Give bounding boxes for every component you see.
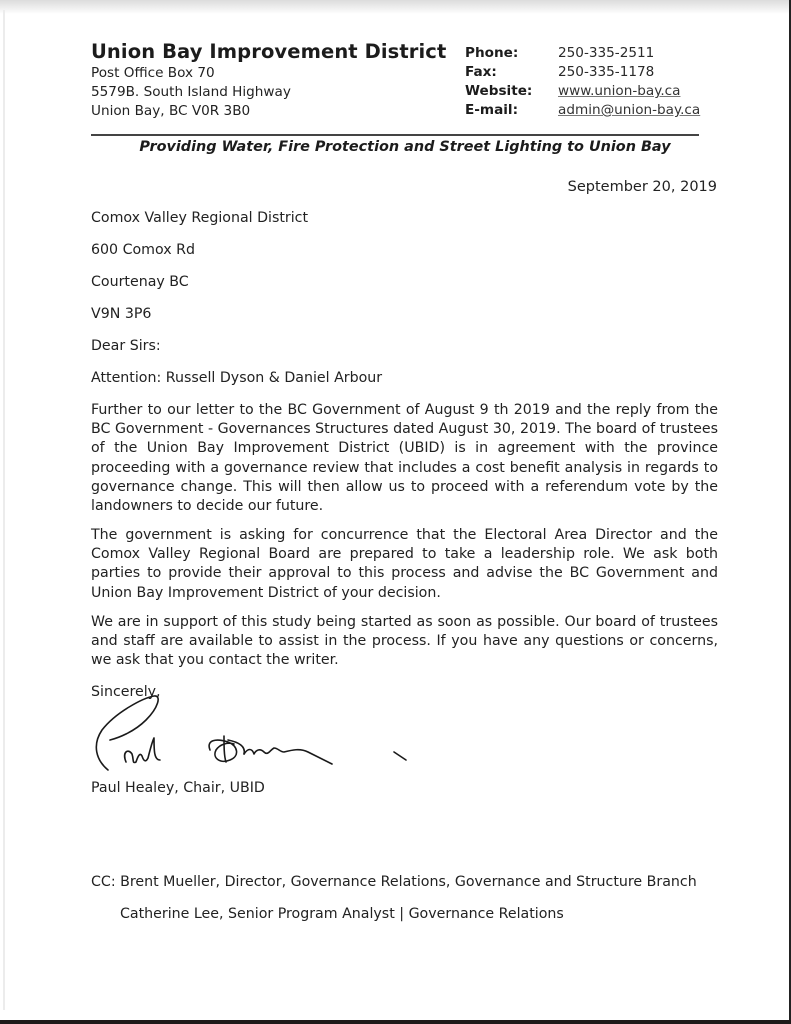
cc-recipient-1: CC: Brent Mueller, Director, Governance Relations, Governance and Structure Branch <box>91 874 697 890</box>
contact-email <box>465 101 700 120</box>
recipient-street: 600 Comox Rd <box>91 242 196 258</box>
contact-label: Website: <box>465 83 533 99</box>
page-top-shadow <box>0 0 791 14</box>
recipient-city: Courtenay BC <box>91 274 189 290</box>
letterhead-tagline: Providing Water, Fire Protection and Street Lighting to Union Bay <box>139 139 671 155</box>
contact-label: E-mail: <box>465 102 519 118</box>
contact-label: Phone: <box>465 45 519 61</box>
letterhead-org-block <box>91 40 446 121</box>
body-paragraph-2: The government is asking for concurrence that the Electoral Area Director and the Comox Valley Regional Board are prepared to take a leadership role. We ask both parties to provide their approval to this process and advise the BC Government and Union Bay Improvement District of your decision. <box>91 527 718 601</box>
recipient-postal-code: V9N 3P6 <box>91 306 152 322</box>
attention-line: Attention: Russell Dyson & Daniel Arbour <box>91 370 383 386</box>
contact-website <box>465 82 700 101</box>
body-paragraph-3: We are in support of this study being started as soon as possible. Our board of trustees and staff are available to assist in the process. If you have any questions or concerns, we ask that you contact the writer. <box>91 614 718 669</box>
signer-name: Paul Healey, Chair, UBID <box>91 780 265 796</box>
address-po-box: Post Office Box 70 <box>91 65 215 81</box>
body-paragraph-1: Further to our letter to the BC Government of August 9 th 2019 and the reply from the BC Government - Governances Structures dated August 30, 2019. The board of trustees of the Union Bay Improvement District (UBID) is in agreement with the province proceeding with a governance review that includes a cost benefit analysis in regards to governance change. This will then allow us to proceed with a referendum vote by the landowners to decide our future. <box>91 402 718 515</box>
letterhead-contacts <box>465 44 700 120</box>
contact-fax <box>465 63 700 82</box>
page-left-edge <box>3 10 5 1010</box>
website-link[interactable]: www.union-bay.ca <box>558 83 681 99</box>
cc-recipient-2: Catherine Lee, Senior Program Analyst | Governance Relations <box>120 906 564 922</box>
handwritten-signature-icon <box>88 690 428 780</box>
contact-label: Fax: <box>465 64 497 80</box>
contact-phone <box>465 44 700 63</box>
address-city: Union Bay, BC V0R 3B0 <box>91 103 251 119</box>
salutation: Dear Sirs: <box>91 338 161 354</box>
letter-date: September 20, 2019 <box>567 179 717 195</box>
letterhead-divider <box>91 134 699 136</box>
phone-number: 250-335-2511 <box>558 45 655 61</box>
email-link[interactable]: admin@union-bay.ca <box>558 102 701 118</box>
org-name: Union Bay Improvement District <box>91 40 447 63</box>
recipient-name: Comox Valley Regional District <box>91 210 309 226</box>
fax-number: 250-335-1178 <box>558 64 655 80</box>
viewer-bottom-bar <box>0 1020 791 1024</box>
address-street: 5579B. South Island Highway <box>91 84 291 100</box>
closing: Sincerely, <box>91 684 161 700</box>
